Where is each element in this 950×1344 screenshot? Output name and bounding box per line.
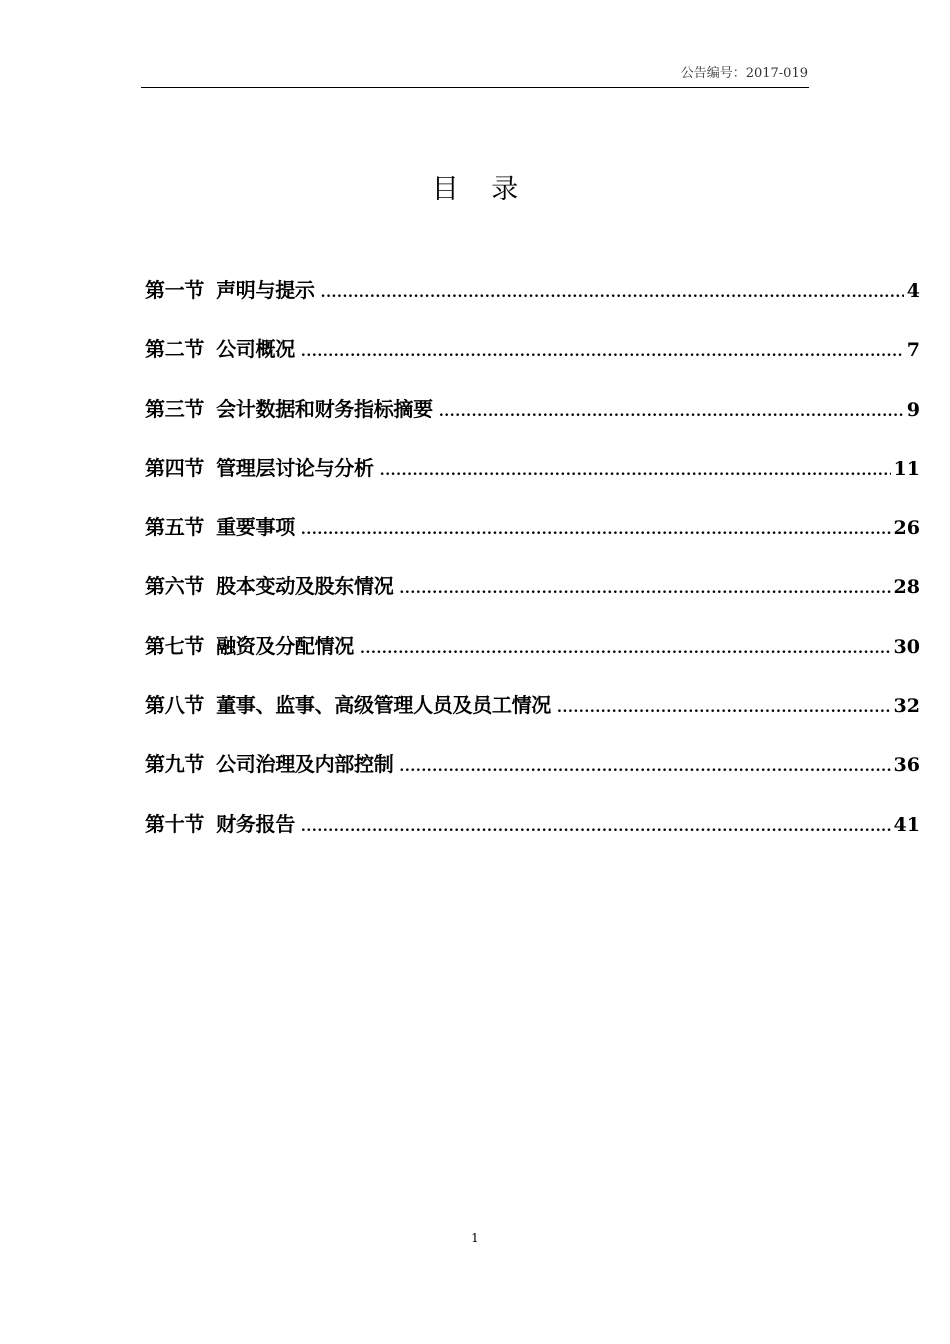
toc-page-number: 9 [906, 398, 920, 421]
toc-dot-leader [301, 512, 891, 548]
toc-section-title: 融资及分配情况 [216, 633, 355, 658]
toc-page-number: 30 [893, 635, 920, 658]
toc-section-title: 公司概况 [216, 337, 295, 362]
toc-section-label: 第四节 [145, 455, 205, 480]
toc-dot-leader [321, 275, 904, 311]
toc-section-title: 管理层讨论与分析 [216, 455, 374, 480]
toc-entry[interactable] [145, 746, 920, 805]
toc-dot-leader [557, 690, 891, 726]
toc-dot-leader [360, 631, 891, 667]
page-number: 1 [471, 1231, 479, 1245]
toc-dot-leader [301, 334, 904, 370]
toc-section-label: 第二节 [145, 337, 205, 362]
page-title: 目 录 [431, 174, 531, 205]
toc-section-title: 股本变动及股东情况 [216, 574, 394, 599]
header-divider [141, 87, 809, 88]
toc-dot-leader [301, 809, 891, 845]
toc-entry[interactable] [145, 331, 920, 390]
toc-page-number: 26 [893, 517, 920, 540]
toc-page-number: 11 [893, 457, 920, 480]
toc-section-label: 第五节 [145, 515, 205, 540]
toc-entry[interactable] [145, 806, 920, 865]
toc-entry[interactable] [145, 450, 920, 509]
toc-page-number: 36 [893, 754, 920, 777]
toc-section-title: 公司治理及内部控制 [216, 752, 394, 777]
announcement-number: 公告编号：2017-019 [680, 66, 808, 81]
toc-dot-leader [439, 394, 904, 430]
toc-entry[interactable] [145, 687, 920, 746]
toc-page-number: 7 [906, 339, 920, 362]
toc-dot-leader [399, 749, 890, 785]
toc-section-title: 会计数据和财务指标摘要 [216, 396, 433, 421]
toc-dot-leader [399, 571, 890, 607]
toc-entry[interactable] [145, 509, 920, 568]
toc-section-label: 第八节 [145, 693, 205, 718]
toc-entry[interactable] [145, 391, 920, 450]
toc-page-number: 41 [893, 813, 920, 836]
toc-section-title: 财务报告 [216, 811, 295, 836]
toc-section-label: 第七节 [145, 633, 205, 658]
toc-entry[interactable] [145, 628, 920, 687]
toc-section-label: 第九节 [145, 752, 205, 777]
toc-section-label: 第三节 [145, 396, 205, 421]
toc-entry[interactable] [145, 272, 920, 331]
table-of-contents [145, 272, 920, 865]
toc-section-title: 董事、监事、高级管理人员及员工情况 [216, 693, 552, 718]
toc-page-number: 32 [893, 695, 920, 718]
toc-page-number: 28 [893, 576, 920, 599]
toc-section-title: 声明与提示 [216, 278, 315, 302]
toc-section-label: 第十节 [145, 811, 205, 836]
toc-section-title: 重要事项 [216, 515, 295, 540]
toc-page-number: 4 [906, 280, 920, 302]
toc-dot-leader [380, 453, 891, 489]
toc-section-label: 第一节 [145, 278, 205, 302]
toc-entry[interactable] [145, 568, 920, 627]
toc-section-label: 第六节 [145, 574, 205, 599]
